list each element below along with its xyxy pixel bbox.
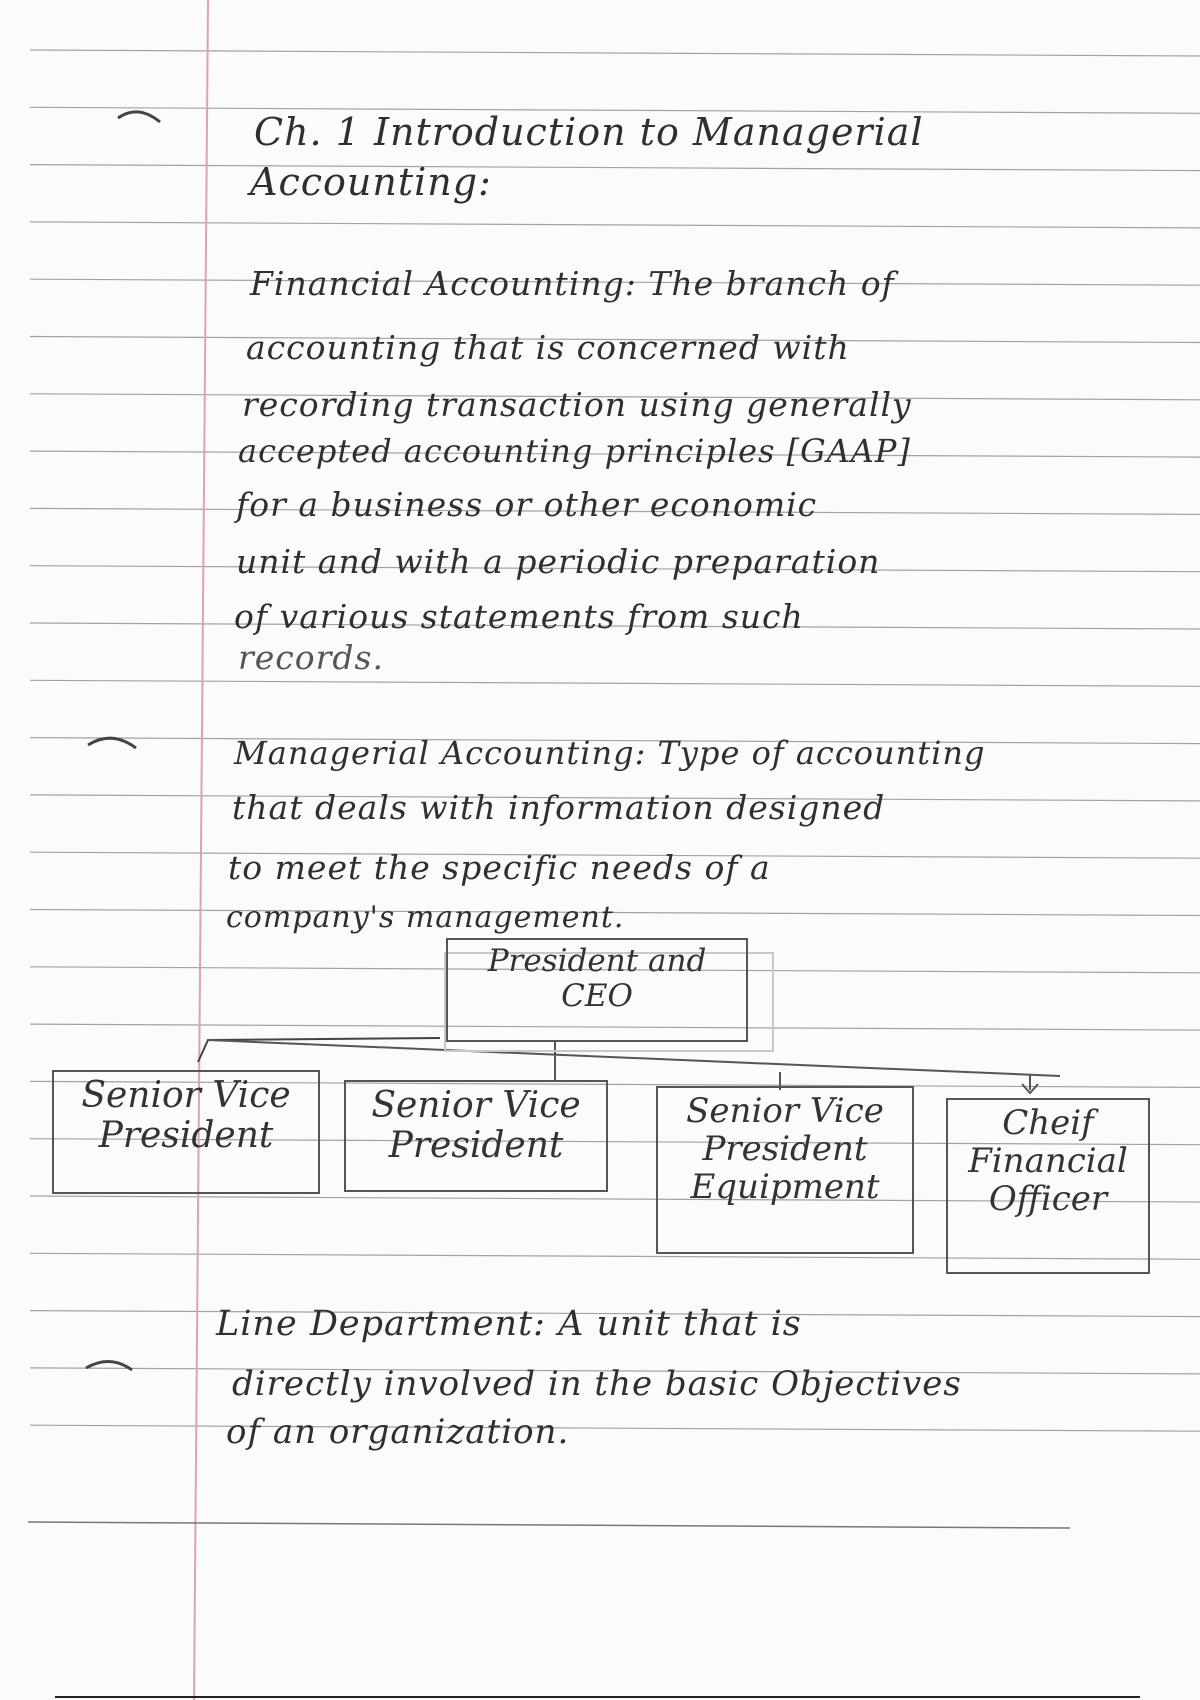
financial-line: unit and with a periodic preparation [236, 542, 881, 581]
org-box-line: Senior Vice [686, 1091, 884, 1131]
line-department-line: Line Department: A unit that is [216, 1304, 802, 1344]
page-title-line-1: Ch. 1 Introduction to Managerial [254, 110, 924, 154]
financial-line: accepted accounting principles [GAAP] [238, 432, 911, 470]
org-box-senior-vp-2 [344, 1080, 608, 1192]
ruled-line [30, 680, 1200, 686]
org-box-line: President [702, 1129, 868, 1170]
org-box-line: Senior Vice [371, 1085, 581, 1126]
managerial-line: company's management. [226, 900, 625, 935]
org-box-line: President [388, 1125, 564, 1167]
org-box-line: Officer [988, 1179, 1108, 1220]
org-box-cfo [946, 1098, 1150, 1274]
org-box-senior-vp-1 [52, 1070, 320, 1194]
financial-line: of various statements from such [234, 597, 804, 636]
org-box-president-ceo [446, 938, 748, 1042]
org-box-line: President and [487, 943, 707, 979]
org-box-line: Equipment [690, 1167, 880, 1208]
financial-line: for a business or other economic [236, 485, 818, 524]
financial-line: accounting that is concerned with [246, 328, 850, 367]
org-box-line: Senior Vice [81, 1075, 291, 1116]
financial-line: Financial Accounting: The branch of [250, 264, 895, 303]
org-box-line: President [98, 1115, 274, 1157]
page-title-line-2: Accounting: [250, 160, 492, 204]
managerial-line: to meet the specific needs of a [228, 848, 771, 887]
org-box-line: Cheif [1002, 1103, 1094, 1143]
financial-line: records. [238, 638, 384, 677]
org-box-line: CEO [561, 977, 633, 1014]
managerial-line: that deals with information designed [232, 788, 886, 827]
line-department-line: directly involved in the basic Objectives [232, 1364, 962, 1404]
managerial-line: Managerial Accounting: Type of accounting [234, 734, 986, 772]
line-department-line: of an organization. [226, 1412, 570, 1452]
org-box-senior-vp-equipment [656, 1086, 914, 1254]
ruled-line [30, 50, 1200, 56]
org-box-line: Financial [968, 1141, 1128, 1182]
ruled-line [30, 1425, 1200, 1431]
ruled-line [30, 165, 1200, 171]
financial-line: recording transaction using generally [242, 385, 912, 424]
